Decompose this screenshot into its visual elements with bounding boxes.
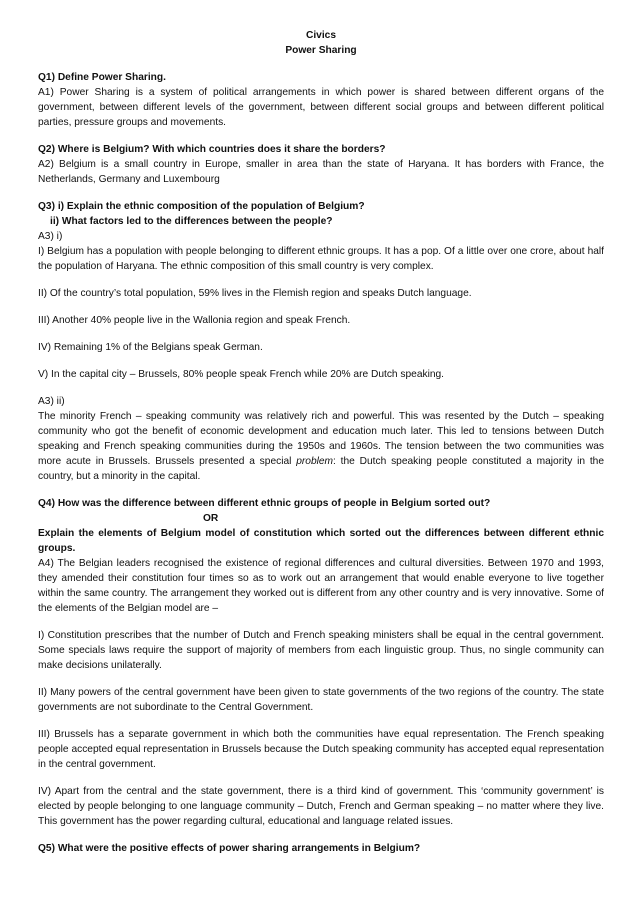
answer-4-intro: A4) The Belgian leaders recognised the existence of regional differences and cultural diversities. Between 1970 and 1993, they amended their constitution four times so as to work out an arrangement that would enable everyone to live together within the same country. The arrangement they worked out is different from any other country and is very innovative. Some of the elements of the Belgian model are – — [38, 558, 604, 614]
question-2: Q2) Where is Belgium? With which countries does it share the borders? — [38, 144, 386, 155]
or-separator: OR — [203, 513, 219, 524]
answer-4-point-iii: III) Brussels has a separate government in which both the communities have equal representation. The French speaking people accepted equal representation in Brussels because the Dutch speaking community has accepted equal representation in the central government. — [38, 729, 604, 770]
emphasis-problem: problem — [296, 456, 334, 467]
answer-3-ii-text: The minority French – speaking community was relatively rich and powerful. This was resented by the Dutch – speaking community who got the benefit of economic development and education much later. This led to tensions between Dutch speaking and French speaking communities during the 1950s and 1960s. The tension between the two communities was more acute in Brussels. Brussels presented a special problem: the Dutch speaking people constituted a majority in the country, but a minority in the capital. — [38, 411, 605, 482]
answer-3-point-v: V) In the capital city – Brussels, 80% people speak French while 20% are Dutch speaking. — [38, 369, 445, 380]
answer-3-ii-label: A3) ii) — [38, 396, 65, 407]
answer-1: A1) Power Sharing is a system of political arrangements in which power is shared between different organs of the government, between different levels of the government, between different social groups and between different political parties, pressure groups and movements. — [38, 87, 604, 128]
chapter-title: Power Sharing — [285, 45, 357, 56]
question-5: Q5) What were the positive effects of power sharing arrangements in Belgium? — [38, 843, 421, 854]
answer-3-point-iv: IV) Remaining 1% of the Belgians speak German. — [38, 342, 263, 353]
document-page — [38, 0, 604, 856]
question-1: Q1) Define Power Sharing. — [38, 72, 166, 83]
question-4: Q4) How was the difference between different ethnic groups of people in Belgium sorted out? — [38, 498, 491, 509]
question-4-alt: Explain the elements of Belgium model of constitution which sorted out the differences between different ethnic groups. — [38, 528, 604, 554]
question-3-part-i: Q3) i) Explain the ethnic composition of the population of Belgium? — [38, 201, 365, 212]
answer-3-point-ii: II) Of the country’s total population, 59% lives in the Flemish region and speaks Dutch language. — [38, 288, 472, 299]
answer-4-point-i: I) Constitution prescribes that the number of Dutch and French speaking ministers shall be equal in the central government. Some specials laws require the support of majority of members from each linguistic group. Thus, no single community can make decisions unilaterally. — [38, 630, 604, 671]
answer-4-point-iv: IV) Apart from the central and the state government, there is a third kind of government. This ‘community government’ is elected by people belonging to one language community – Dutch, French and German speaking – no matter where they live. This government has the power regarding cultural, educational and language related issues. — [38, 786, 604, 827]
answer-3-i-intro: I) Belgium has a population with people belonging to different ethnic groups. It has a pop. Of a little over one crore, about half the population of Haryana. The ethnic composition of this small country is very complex. — [38, 246, 604, 272]
answer-3-i-label: A3) i) — [38, 231, 63, 242]
subject-title: Civics — [305, 30, 336, 41]
answer-3-point-iii: III) Another 40% people live in the Wallonia region and speak French. — [38, 315, 351, 326]
answer-4-point-ii: II) Many powers of the central government have been given to state governments of the two regions of the country. The state governments are not subordinate to the Central Government. — [38, 687, 604, 713]
answer-2: A2) Belgium is a small country in Europe, smaller in area than the state of Haryana. It has borders with France, the Netherlands, Germany and Luxembourg — [38, 159, 604, 185]
question-3-part-ii: ii) What factors led to the differences between the people? — [50, 216, 333, 227]
